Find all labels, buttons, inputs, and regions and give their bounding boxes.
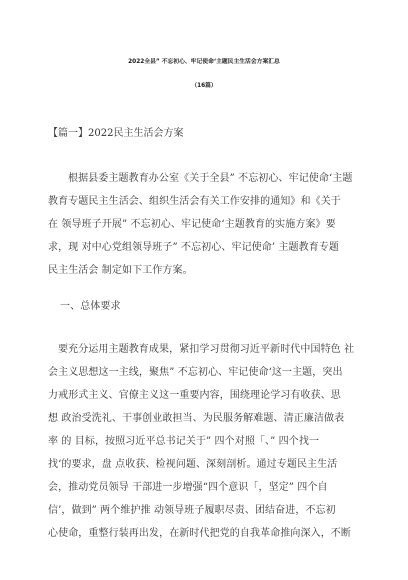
paragraph-line: 找‘的要求，盘 点收获、检视问题、深刻剖析。通过专题民主生活 bbox=[48, 459, 338, 470]
paragraph-line: 率 的 目标，按照习近平总书记关于” 四个对照「、” 四个找一 bbox=[48, 436, 320, 447]
paragraph-line: 根据县委主题教育办公室《关于全县” 不忘初心、牢记使命‘主题 bbox=[68, 173, 353, 184]
section-heading: 【篇一】2022民主生活会方案 bbox=[48, 128, 184, 139]
paragraph-line: 会，推动党员领导 干部进一步增强“四个意识「，坚定” 四个自 bbox=[48, 482, 328, 493]
paragraph-line: 求，现 对中心党组领导班子” 不忘初心、牢记使命’ 主题教育专题 bbox=[48, 242, 340, 253]
paragraph-line: 教育专题民主生活会、组织生活会有关工作安排的通知》和《关于 bbox=[48, 196, 341, 207]
paragraph-line: 信’，做到” 两个维护推 动领导班子履职尽责、团结奋进，不忘初 bbox=[48, 505, 336, 516]
paragraph-line: 要充分运用主题教育成果，紧扣学习贯彻习近平新时代中国特色 社 bbox=[58, 344, 355, 355]
document-title: 2022全县” 不忘初心、牢记使命‘主题民主生活会方案汇总 bbox=[128, 59, 280, 65]
paragraph-line: 会主义思想这一主线，聚焦” 不忘初心、牢记使命‘这一主题，突出 bbox=[48, 367, 343, 378]
paragraph-line: 民主生活会 制定如下工作方案。 bbox=[48, 265, 193, 276]
paragraph-line: 力戒形式主义、官僚主义这一重要内容，围绕理论学习有收获、思 bbox=[48, 390, 341, 401]
subheading: 一、总体要求 bbox=[60, 301, 121, 312]
document-title-count: （16篇） bbox=[191, 83, 217, 89]
paragraph-line: 在 领导班子开展” 不忘初心、牢记使命‘主题教育的实施方案》要 bbox=[48, 219, 336, 230]
paragraph-line: 想 政治受洗礼、干事创业敢担当、为民服务解难题、清正廉洁做表 bbox=[48, 413, 345, 424]
paragraph-line: 心使命，重整行装再出发，在新时代把党的自我革命推向深入，不断 bbox=[48, 528, 351, 539]
